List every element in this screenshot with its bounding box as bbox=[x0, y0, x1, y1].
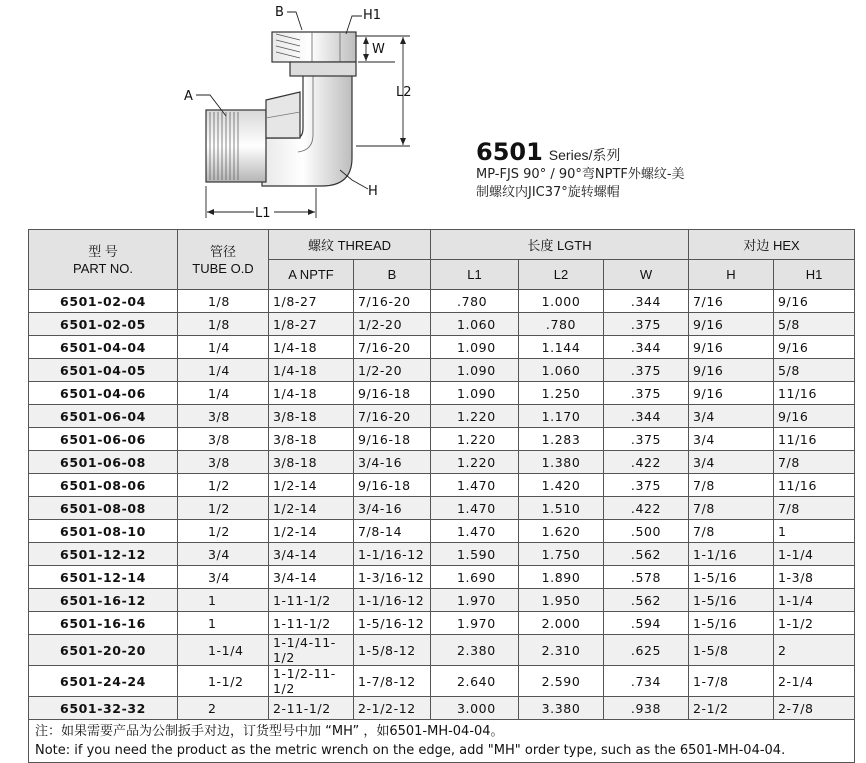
table-row bbox=[29, 382, 855, 405]
cell-h1: 11/16 bbox=[774, 382, 855, 405]
table-row bbox=[29, 313, 855, 336]
cell-h1: 1 bbox=[774, 520, 855, 543]
cell-h: 9/16 bbox=[689, 382, 774, 405]
cell-h: 7/8 bbox=[689, 474, 774, 497]
header-part-no bbox=[29, 230, 178, 290]
table-row bbox=[29, 520, 855, 543]
cell-w: .375 bbox=[604, 428, 689, 451]
cell-l1: 1.970 bbox=[431, 589, 519, 612]
cell-l2: 2.590 bbox=[519, 666, 604, 697]
cell-part-no: 6501-04-05 bbox=[29, 359, 178, 382]
cell-w: .375 bbox=[604, 359, 689, 382]
cell-l2: 1.000 bbox=[519, 290, 604, 313]
cell-l2: 3.380 bbox=[519, 697, 604, 720]
cell-l2: 1.060 bbox=[519, 359, 604, 382]
cell-w: .500 bbox=[604, 520, 689, 543]
cell-w: .344 bbox=[604, 336, 689, 359]
series-label: Series/系列 bbox=[548, 147, 621, 163]
cell-part-no: 6501-32-32 bbox=[29, 697, 178, 720]
cell-w: .562 bbox=[604, 589, 689, 612]
cell-l2: 1.420 bbox=[519, 474, 604, 497]
cell-w: .422 bbox=[604, 451, 689, 474]
cell-h1: 11/16 bbox=[774, 474, 855, 497]
cell-l2: 1.144 bbox=[519, 336, 604, 359]
cell-h1: 2 bbox=[774, 635, 855, 666]
cell-tube-od: 3/8 bbox=[178, 405, 269, 428]
cell-b: 7/8-14 bbox=[354, 520, 431, 543]
cell-a-nptf: 1-1/4-11-1/2 bbox=[269, 635, 354, 666]
cell-h: 9/16 bbox=[689, 336, 774, 359]
cell-l1: 1.970 bbox=[431, 612, 519, 635]
cell-l1: 1.470 bbox=[431, 520, 519, 543]
cell-tube-od: 1/2 bbox=[178, 497, 269, 520]
cell-l1: 2.380 bbox=[431, 635, 519, 666]
header-length-group: 长度 LGTH bbox=[431, 230, 689, 260]
header-thread-group: 螺纹 THREAD bbox=[269, 230, 431, 260]
cell-b: 1-3/16-12 bbox=[354, 566, 431, 589]
header-h: H bbox=[689, 260, 774, 290]
cell-a-nptf: 3/4-14 bbox=[269, 566, 354, 589]
label-w: W bbox=[372, 42, 385, 57]
cell-b: 1-1/16-12 bbox=[354, 543, 431, 566]
table-row bbox=[29, 336, 855, 359]
cell-tube-od: 1-1/4 bbox=[178, 635, 269, 666]
cell-b: 7/16-20 bbox=[354, 336, 431, 359]
cell-tube-od: 3/8 bbox=[178, 428, 269, 451]
cell-a-nptf: 3/8-18 bbox=[269, 405, 354, 428]
cell-h1: 1-1/2 bbox=[774, 612, 855, 635]
fitting-drawing bbox=[170, 0, 440, 225]
cell-tube-od: 1/2 bbox=[178, 474, 269, 497]
cell-l1: 1.090 bbox=[431, 359, 519, 382]
cell-a-nptf: 3/8-18 bbox=[269, 428, 354, 451]
cell-tube-od: 3/4 bbox=[178, 543, 269, 566]
cell-h: 7/8 bbox=[689, 497, 774, 520]
cell-h: 2-1/2 bbox=[689, 697, 774, 720]
cell-part-no: 6501-08-08 bbox=[29, 497, 178, 520]
cell-l1: 1.220 bbox=[431, 405, 519, 428]
header-l2: L2 bbox=[519, 260, 604, 290]
cell-l1: 1.090 bbox=[431, 382, 519, 405]
header-b: B bbox=[354, 260, 431, 290]
cell-l2: 1.950 bbox=[519, 589, 604, 612]
order-note-cn: 注：如果需要产品为公制扳手对边，订货型号中加 “MH” ，如6501-MH-04-04。 bbox=[35, 724, 504, 739]
cell-h1: 7/8 bbox=[774, 451, 855, 474]
cell-l2: 1.283 bbox=[519, 428, 604, 451]
fitting-body bbox=[206, 32, 356, 186]
table-row bbox=[29, 566, 855, 589]
table-row bbox=[29, 589, 855, 612]
cell-h1: 2-1/4 bbox=[774, 666, 855, 697]
cell-h1: 5/8 bbox=[774, 313, 855, 336]
cell-tube-od: 1 bbox=[178, 612, 269, 635]
cell-l1: 1.220 bbox=[431, 428, 519, 451]
label-b: B bbox=[275, 5, 284, 20]
cell-w: .375 bbox=[604, 313, 689, 336]
cell-h: 9/16 bbox=[689, 313, 774, 336]
cell-h: 1-5/16 bbox=[689, 612, 774, 635]
cell-a-nptf: 1/2-14 bbox=[269, 497, 354, 520]
cell-a-nptf: 3/8-18 bbox=[269, 451, 354, 474]
header-part-no-cn: 型 号 bbox=[88, 243, 118, 259]
header-tube-cn: 管径 bbox=[209, 243, 236, 259]
cell-tube-od: 1 bbox=[178, 589, 269, 612]
cell-l1: 1.690 bbox=[431, 566, 519, 589]
cell-b: 9/16-18 bbox=[354, 474, 431, 497]
table-row bbox=[29, 612, 855, 635]
table-row bbox=[29, 697, 855, 720]
header-hex-group: 对边 HEX bbox=[689, 230, 855, 260]
order-note bbox=[29, 720, 855, 763]
cell-b: 7/16-20 bbox=[354, 290, 431, 313]
cell-tube-od: 3/8 bbox=[178, 451, 269, 474]
cell-l2: 1.510 bbox=[519, 497, 604, 520]
cell-l1: .780 bbox=[431, 290, 519, 313]
cell-l1: 1.470 bbox=[431, 497, 519, 520]
header-l1: L1 bbox=[431, 260, 519, 290]
header-h1: H1 bbox=[774, 260, 855, 290]
description-line-2: 制螺纹内JIC37°旋转螺帽 bbox=[476, 185, 620, 200]
cell-b: 1/2-20 bbox=[354, 313, 431, 336]
cell-b: 2-1/2-12 bbox=[354, 697, 431, 720]
cell-h1: 5/8 bbox=[774, 359, 855, 382]
cell-l2: 2.310 bbox=[519, 635, 604, 666]
table-row bbox=[29, 359, 855, 382]
cell-w: .562 bbox=[604, 543, 689, 566]
cell-w: .422 bbox=[604, 497, 689, 520]
cell-part-no: 6501-04-06 bbox=[29, 382, 178, 405]
cell-tube-od: 1/8 bbox=[178, 313, 269, 336]
cell-h1: 2-7/8 bbox=[774, 697, 855, 720]
cell-h1: 1-3/8 bbox=[774, 566, 855, 589]
cell-l1: 1.470 bbox=[431, 474, 519, 497]
cell-h1: 9/16 bbox=[774, 336, 855, 359]
cell-h1: 9/16 bbox=[774, 405, 855, 428]
cell-a-nptf: 1/4-18 bbox=[269, 336, 354, 359]
cell-l2: 1.890 bbox=[519, 566, 604, 589]
cell-h: 3/4 bbox=[689, 405, 774, 428]
cell-tube-od: 1-1/2 bbox=[178, 666, 269, 697]
cell-l1: 1.590 bbox=[431, 543, 519, 566]
cell-w: .578 bbox=[604, 566, 689, 589]
cell-w: .734 bbox=[604, 666, 689, 697]
cell-h1: 11/16 bbox=[774, 428, 855, 451]
cell-l2: .780 bbox=[519, 313, 604, 336]
cell-a-nptf: 1/4-18 bbox=[269, 382, 354, 405]
label-h1: H1 bbox=[363, 8, 382, 23]
cell-w: .594 bbox=[604, 612, 689, 635]
table-row bbox=[29, 290, 855, 313]
cell-l2: 1.750 bbox=[519, 543, 604, 566]
cell-part-no: 6501-02-04 bbox=[29, 290, 178, 313]
order-note-en: Note: if you need the product as the metric wrench on the edge, add "MH" order type, such as the 6501-MH-04-04. bbox=[35, 743, 786, 758]
cell-h: 1-1/16 bbox=[689, 543, 774, 566]
cell-h: 9/16 bbox=[689, 359, 774, 382]
header-tube bbox=[178, 230, 269, 290]
table-row bbox=[29, 543, 855, 566]
cell-tube-od: 1/4 bbox=[178, 359, 269, 382]
cell-h1: 7/8 bbox=[774, 497, 855, 520]
table-row bbox=[29, 405, 855, 428]
cell-b: 1/2-20 bbox=[354, 359, 431, 382]
header-tube-en: TUBE O.D bbox=[192, 260, 254, 276]
cell-a-nptf: 3/4-14 bbox=[269, 543, 354, 566]
cell-w: .344 bbox=[604, 405, 689, 428]
cell-tube-od: 1/4 bbox=[178, 336, 269, 359]
cell-tube-od: 1/2 bbox=[178, 520, 269, 543]
cell-l2: 2.000 bbox=[519, 612, 604, 635]
header-w: W bbox=[604, 260, 689, 290]
cell-h: 3/4 bbox=[689, 451, 774, 474]
series-title-block bbox=[476, 138, 836, 202]
cell-a-nptf: 1/2-14 bbox=[269, 520, 354, 543]
label-l2: L2 bbox=[396, 85, 412, 100]
header-part-no-en: PART NO. bbox=[73, 260, 133, 276]
cell-part-no: 6501-02-05 bbox=[29, 313, 178, 336]
cell-w: .938 bbox=[604, 697, 689, 720]
cell-w: .375 bbox=[604, 382, 689, 405]
cell-l2: 1.250 bbox=[519, 382, 604, 405]
cell-a-nptf: 1/8-27 bbox=[269, 290, 354, 313]
cell-part-no: 6501-08-10 bbox=[29, 520, 178, 543]
table-row bbox=[29, 451, 855, 474]
cell-a-nptf: 1/8-27 bbox=[269, 313, 354, 336]
cell-h1: 9/16 bbox=[774, 290, 855, 313]
cell-part-no: 6501-06-08 bbox=[29, 451, 178, 474]
cell-l1: 1.220 bbox=[431, 451, 519, 474]
cell-l2: 1.170 bbox=[519, 405, 604, 428]
cell-part-no: 6501-12-12 bbox=[29, 543, 178, 566]
cell-part-no: 6501-04-04 bbox=[29, 336, 178, 359]
table-row bbox=[29, 635, 855, 666]
label-l1: L1 bbox=[255, 206, 271, 221]
table-row bbox=[29, 497, 855, 520]
cell-l1: 1.090 bbox=[431, 336, 519, 359]
series-number: 6501 bbox=[476, 138, 543, 166]
header-anptf: A NPTF bbox=[269, 260, 354, 290]
cell-tube-od: 1/8 bbox=[178, 290, 269, 313]
cell-part-no: 6501-06-06 bbox=[29, 428, 178, 451]
cell-h: 1-7/8 bbox=[689, 666, 774, 697]
cell-h: 3/4 bbox=[689, 428, 774, 451]
cell-tube-od: 3/4 bbox=[178, 566, 269, 589]
table-row bbox=[29, 428, 855, 451]
cell-b: 7/16-20 bbox=[354, 405, 431, 428]
cell-part-no: 6501-24-24 bbox=[29, 666, 178, 697]
table-row bbox=[29, 666, 855, 697]
cell-a-nptf: 1/4-18 bbox=[269, 359, 354, 382]
spec-table bbox=[28, 229, 855, 763]
cell-b: 1-5/8-12 bbox=[354, 635, 431, 666]
cell-part-no: 6501-08-06 bbox=[29, 474, 178, 497]
label-h: H bbox=[368, 184, 378, 199]
cell-b: 1-5/16-12 bbox=[354, 612, 431, 635]
cell-b: 9/16-18 bbox=[354, 382, 431, 405]
cell-part-no: 6501-12-14 bbox=[29, 566, 178, 589]
cell-l1: 1.060 bbox=[431, 313, 519, 336]
description-line-1: MP-FJS 90° / 90°弯NPTF外螺纹-美 bbox=[476, 167, 685, 182]
cell-h: 7/8 bbox=[689, 520, 774, 543]
cell-h: 7/16 bbox=[689, 290, 774, 313]
cell-b: 3/4-16 bbox=[354, 451, 431, 474]
cell-a-nptf: 1-1/2-11-1/2 bbox=[269, 666, 354, 697]
cell-b: 1-7/8-12 bbox=[354, 666, 431, 697]
cell-part-no: 6501-20-20 bbox=[29, 635, 178, 666]
cell-b: 1-1/16-12 bbox=[354, 589, 431, 612]
cell-b: 3/4-16 bbox=[354, 497, 431, 520]
label-a: A bbox=[184, 89, 193, 104]
cell-a-nptf: 1-11-1/2 bbox=[269, 612, 354, 635]
cell-tube-od: 1/4 bbox=[178, 382, 269, 405]
cell-part-no: 6501-16-16 bbox=[29, 612, 178, 635]
cell-h: 1-5/16 bbox=[689, 566, 774, 589]
cell-l1: 2.640 bbox=[431, 666, 519, 697]
cell-w: .344 bbox=[604, 290, 689, 313]
cell-part-no: 6501-06-04 bbox=[29, 405, 178, 428]
cell-h: 1-5/8 bbox=[689, 635, 774, 666]
cell-l2: 1.380 bbox=[519, 451, 604, 474]
cell-w: .375 bbox=[604, 474, 689, 497]
cell-b: 9/16-18 bbox=[354, 428, 431, 451]
cell-a-nptf: 1/2-14 bbox=[269, 474, 354, 497]
cell-h1: 1-1/4 bbox=[774, 589, 855, 612]
cell-a-nptf: 2-11-1/2 bbox=[269, 697, 354, 720]
cell-tube-od: 2 bbox=[178, 697, 269, 720]
table-row bbox=[29, 474, 855, 497]
cell-a-nptf: 1-11-1/2 bbox=[269, 589, 354, 612]
cell-h: 1-5/16 bbox=[689, 589, 774, 612]
cell-l2: 1.620 bbox=[519, 520, 604, 543]
cell-part-no: 6501-16-12 bbox=[29, 589, 178, 612]
cell-l1: 3.000 bbox=[431, 697, 519, 720]
cell-h1: 1-1/4 bbox=[774, 543, 855, 566]
cell-w: .625 bbox=[604, 635, 689, 666]
